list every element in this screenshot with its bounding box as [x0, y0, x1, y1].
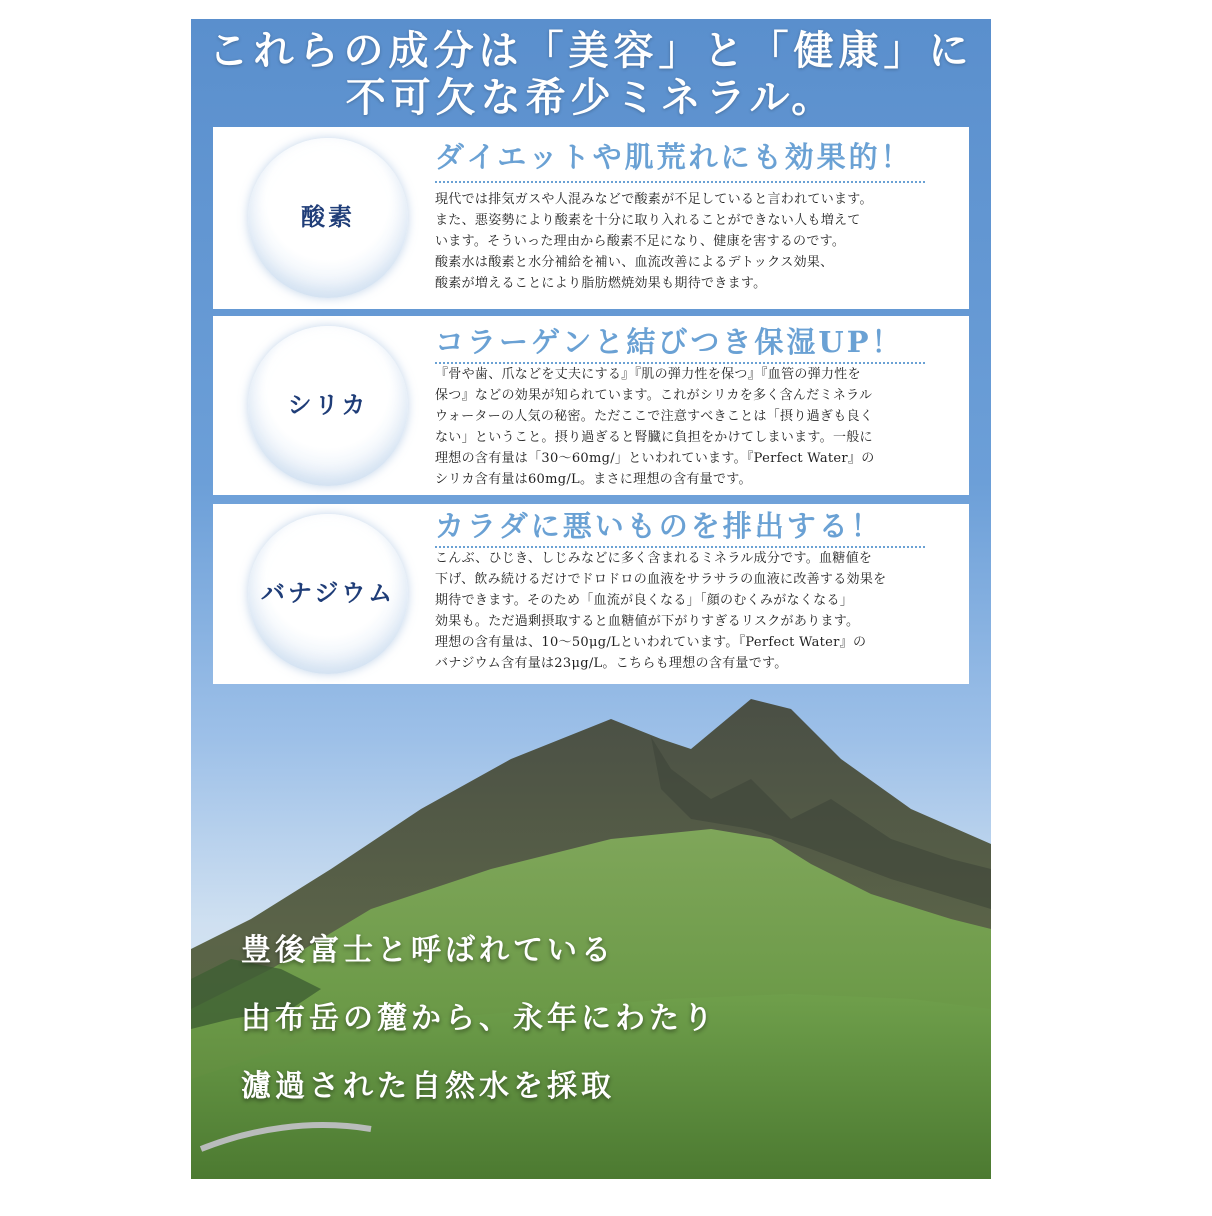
- body-line: 下げ、飲み続けるだけでドロドロの血液をサラサラの血液に改善する効果を: [435, 572, 887, 587]
- card-heading: コラーゲンと結びつき保湿UP！: [435, 325, 904, 359]
- mineral-bubble: [248, 514, 408, 674]
- mineral-bubble: [248, 326, 408, 486]
- body-line: こんぶ、ひじき、しじみなどに多く含まれるミネラル成分です。血糖値を: [435, 551, 873, 566]
- dotted-divider: [435, 181, 925, 183]
- caption-line-3: 濾過された自然水を採取: [241, 1069, 615, 1104]
- body-line: 効果も。ただ過剰摂取すると血糖値が下がりすぎるリスクがあります。: [435, 614, 860, 629]
- mineral-label: バナジウム: [260, 578, 396, 607]
- body-line: 理想の含有量は、10〜50μg/Lといわれています。『Perfect Water』の: [435, 635, 867, 650]
- headline-line-2: 不可欠な希少ミネラル。: [345, 74, 837, 121]
- mineral-card-oxygen: [213, 127, 969, 309]
- body-line: 保つ』などの効果が知られています。これがシリカを多く含んだミネラル: [435, 388, 873, 403]
- mineral-poster: [191, 19, 991, 1179]
- card-body: [435, 189, 965, 294]
- caption-line-1: 豊後富士と呼ばれている: [241, 933, 615, 968]
- body-line: 理想の含有量は「30〜60mg/」といわれています。『Perfect Water』の: [435, 451, 875, 466]
- mineral-bubble: [248, 138, 408, 298]
- mineral-label: 酸素: [301, 202, 355, 231]
- body-line: ウォーターの人気の秘密。ただここで注意すべきことは「摂り過ぎも良く: [435, 409, 874, 424]
- body-line: シリカ含有量は60mg/L。まさに理想の含有量です。: [435, 472, 752, 487]
- body-line: います。そういった理由から酸素不足になり、健康を害するのです。: [435, 234, 846, 249]
- body-line: 現代では排気ガスや人混みなどで酸素が不足していると言われています。: [435, 192, 873, 207]
- body-line: 酸素水は酸素と水分補給を補い、血流改善によるデトックス効果、: [435, 255, 834, 270]
- mineral-card-vanadium: [213, 504, 969, 684]
- body-line: バナジウム含有量は23μg/L。こちらも理想の含有量です。: [435, 656, 788, 671]
- headline-line-1: これらの成分は「美容」と「健康」に: [208, 27, 974, 74]
- card-heading: ダイエットや肌荒れにも効果的！: [435, 140, 913, 174]
- body-line: また、悪姿勢により酸素を十分に取り入れることができない人も増えて: [435, 213, 861, 228]
- body-line: 期待できます。そのため「血流が良くなる」「顔のむくみがなくなる」: [435, 593, 854, 608]
- card-heading: カラダに悪いものを排出する！: [435, 509, 883, 543]
- body-line: 酸素が増えることにより脂肪燃焼効果も期待できます。: [435, 276, 767, 291]
- mineral-label: シリカ: [287, 390, 369, 419]
- mountain-caption: [241, 917, 717, 1121]
- mineral-card-silica: [213, 316, 969, 495]
- headline: [191, 27, 991, 121]
- caption-line-2: 由布岳の麓から、永年にわたり: [241, 1001, 717, 1036]
- body-line: ない」ということ。摂り過ぎると腎臓に負担をかけてしまいます。一般に: [435, 430, 873, 445]
- card-body: [435, 548, 965, 674]
- body-line: 『骨や歯、爪などを丈夫にする』『肌の弾力性を保つ』『血管の弾力性を: [435, 367, 861, 382]
- card-body: [435, 364, 965, 490]
